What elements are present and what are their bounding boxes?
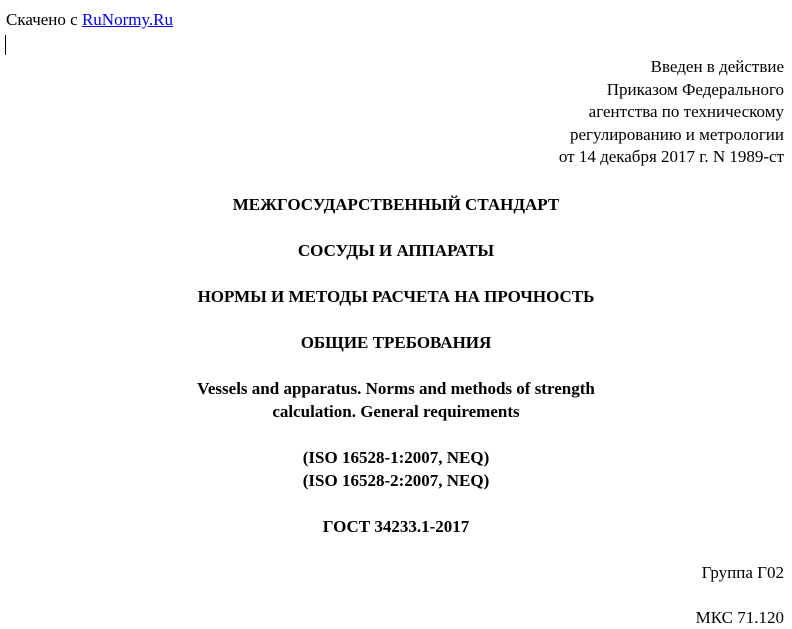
iso-references bbox=[0, 446, 792, 492]
enactment-line: Приказом Федерального bbox=[606, 79, 784, 99]
mks-code: МКС 71.120 bbox=[695, 608, 784, 627]
english-title bbox=[0, 377, 792, 423]
standard-subject: СОСУДЫ И АППАРАТЫ bbox=[297, 241, 495, 260]
enactment-line: Введен в действие bbox=[650, 57, 784, 76]
enactment-line: регулированию и метрологии bbox=[569, 124, 784, 144]
source-prefix: Скачено с bbox=[6, 10, 78, 29]
standard-title: НОРМЫ И МЕТОДЫ РАСЧЕТА НА ПРОЧНОСТЬ bbox=[197, 287, 595, 306]
iso-reference: (ISO 16528-2:2007, NEQ) bbox=[302, 471, 490, 490]
enactment-line: агентства по техническому bbox=[588, 102, 784, 121]
enactment-line: от 14 декабря 2017 г. N 1989-ст bbox=[558, 147, 784, 166]
group-code: Группа Г02 bbox=[701, 563, 784, 582]
standard-subtitle: ОБЩИЕ ТРЕБОВАНИЯ bbox=[300, 333, 492, 352]
source-line bbox=[6, 9, 173, 31]
english-title-line: Vessels and apparatus. Norms and methods of strength bbox=[197, 379, 595, 398]
standard-designation: ГОСТ 34233.1-2017 bbox=[322, 517, 470, 536]
enactment-block bbox=[559, 56, 784, 169]
iso-reference: (ISO 16528-1:2007, NEQ) bbox=[302, 448, 490, 467]
source-link[interactable]: RuNormy.Ru bbox=[81, 10, 173, 29]
text-cursor bbox=[5, 35, 6, 55]
standard-type: МЕЖГОСУДАРСТВЕННЫЙ СТАНДАРТ bbox=[232, 195, 560, 214]
english-title-line: calculation. General requirements bbox=[272, 402, 520, 421]
